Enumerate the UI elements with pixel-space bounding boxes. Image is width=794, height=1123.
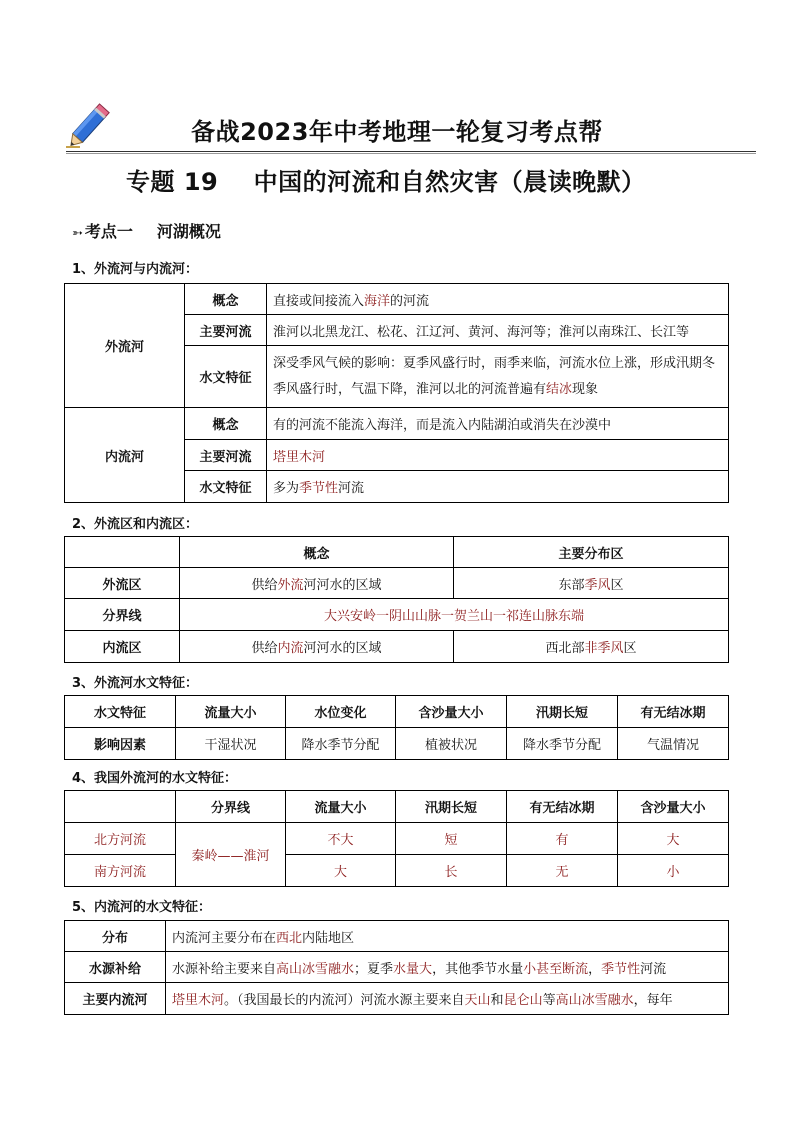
column-header: 有无结冰期	[507, 791, 618, 823]
table-cell: 短	[396, 823, 507, 855]
table-cell: 长	[396, 855, 507, 887]
table-row	[65, 631, 729, 663]
outer-river-label: 外流河	[65, 284, 185, 408]
table-row	[65, 696, 729, 728]
inner-hydro: 多为季节性河流	[267, 471, 729, 503]
outer-concept: 直接或间接流入海洋的河流	[267, 284, 729, 315]
outer-inner-river-table	[64, 283, 729, 503]
row-label: 外流区	[65, 568, 180, 599]
boundary-line: 大兴安岭一阴山山脉一贺兰山一祁连山脉东端	[180, 599, 729, 631]
outer-area-concept: 供给外流河河水的区域	[180, 568, 454, 599]
table-cell: 无	[507, 855, 618, 887]
row-label: 南方河流	[65, 855, 176, 887]
column-header: 水位变化	[286, 696, 396, 728]
row-label: 概念	[185, 284, 267, 315]
main-river-cell: 塔里木河。（我国最长的内流河）河流水源主要来自天山和昆仑山等高山冰雪融水，每年	[166, 983, 729, 1015]
hydro-factor-table	[64, 695, 729, 760]
topic-title: 专题 19 中国的河流和自然灾害（晨读晚默）	[126, 168, 646, 196]
section5-heading: 5、内流河的水文特征：	[72, 900, 212, 915]
row-label: 水文特征	[185, 346, 267, 408]
column-header: 汛期长短	[507, 696, 618, 728]
table-row	[65, 791, 729, 823]
table-cell: 有	[507, 823, 618, 855]
table-row	[65, 855, 729, 887]
inner-area-concept: 供给内流河河水的区域	[180, 631, 454, 663]
column-header: 含沙量大小	[618, 791, 729, 823]
table-cell: 不大	[286, 823, 396, 855]
boundary-cell: 秦岭——淮河	[176, 823, 286, 887]
row-label: 水源补给	[65, 952, 166, 983]
row-label: 主要内流河	[65, 983, 166, 1015]
outer-area-distribution: 东部季风区	[454, 568, 729, 599]
row-label: 主要河流	[185, 440, 267, 471]
table-row	[65, 568, 729, 599]
row-label: 概念	[185, 408, 267, 440]
outer-hydro: 深受季风气候的影响：夏季风盛行时，雨季来临，河流水位上涨，形成汛期冬季风盛行时，气温下降，淮河以北的河流普遍有结冰现象	[267, 346, 729, 408]
table-cell: 气温情况	[618, 728, 729, 760]
row-label: 内流区	[65, 631, 180, 663]
table-cell: 植被状况	[396, 728, 507, 760]
section1-heading: 1、外流河与内流河：	[72, 262, 199, 277]
table-row	[65, 983, 729, 1015]
empty-cell	[65, 791, 176, 823]
page-title: 备战2023年中考地理一轮复习考点帮	[191, 118, 603, 146]
kaodian-label: 考点一	[84, 222, 133, 241]
kaodian-heading	[72, 219, 221, 242]
inner-area-distribution: 西北部非季风区	[454, 631, 729, 663]
supply-cell: 水源补给主要来自高山冰雪融水；夏季水量大，其他季节水量小甚至断流，季节性河流	[166, 952, 729, 983]
section3-heading: 3、外流河水文特征：	[72, 676, 199, 691]
table-row	[65, 599, 729, 631]
table-row	[65, 284, 729, 315]
header-rule	[66, 151, 756, 152]
table-cell: 干湿状况	[176, 728, 286, 760]
inner-concept: 有的河流不能流入海洋，而是流入内陆湖泊或消失在沙漠中	[267, 408, 729, 440]
table-row	[65, 408, 729, 440]
arrow-icon: ➳	[72, 226, 83, 241]
section2-heading: 2、外流区和内流区：	[72, 517, 199, 532]
column-header: 概念	[180, 537, 454, 568]
inner-river-hydro-table	[64, 920, 729, 1015]
table-cell: 降水季节分配	[507, 728, 618, 760]
table-row	[65, 823, 729, 855]
inner-river-label: 内流河	[65, 408, 185, 503]
row-label: 主要河流	[185, 315, 267, 346]
table-row	[65, 728, 729, 760]
distribution-cell: 内流河主要分布在西北内陆地区	[166, 921, 729, 952]
empty-cell	[65, 537, 180, 568]
drainage-area-table	[64, 536, 729, 663]
column-header: 分界线	[176, 791, 286, 823]
table-cell: 大	[618, 823, 729, 855]
table-cell: 小	[618, 855, 729, 887]
column-header: 流量大小	[286, 791, 396, 823]
column-header: 含沙量大小	[396, 696, 507, 728]
column-header: 水文特征	[65, 696, 176, 728]
row-label: 水文特征	[185, 471, 267, 503]
column-header: 流量大小	[176, 696, 286, 728]
row-label: 分界线	[65, 599, 180, 631]
table-row	[65, 952, 729, 983]
column-header: 主要分布区	[454, 537, 729, 568]
section4-heading: 4、我国外流河的水文特征：	[72, 771, 238, 786]
column-header: 有无结冰期	[618, 696, 729, 728]
table-cell: 大	[286, 855, 396, 887]
table-row	[65, 537, 729, 568]
table-cell: 降水季节分配	[286, 728, 396, 760]
table-row	[65, 921, 729, 952]
row-label: 分布	[65, 921, 166, 952]
row-label: 影响因素	[65, 728, 176, 760]
inner-rivers: 塔里木河	[267, 440, 729, 471]
kaodian-topic: 河湖概况	[156, 222, 221, 241]
header-rule-thin	[66, 153, 756, 154]
outer-rivers: 淮河以北黑龙江、松花、江辽河、黄河、海河等；淮河以南珠江、长江等	[267, 315, 729, 346]
row-label: 北方河流	[65, 823, 176, 855]
column-header: 汛期长短	[396, 791, 507, 823]
outer-river-hydro-table	[64, 790, 729, 887]
